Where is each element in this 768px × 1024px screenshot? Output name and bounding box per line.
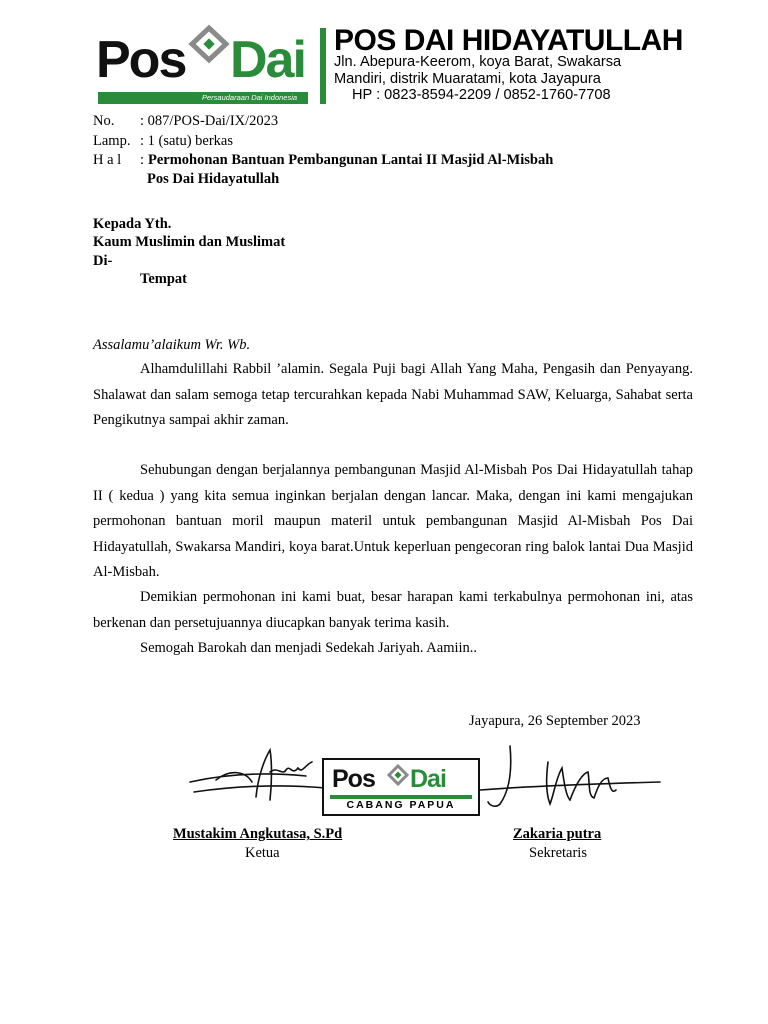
subject-line-2: Pos Dai Hidayatullah <box>147 171 280 187</box>
logo-tagline: Persaudaraan Dai Indonesia <box>202 93 298 102</box>
attachment-value: : 1 (satu) berkas <box>140 133 234 149</box>
letterhead-divider <box>320 28 326 104</box>
recipient-line-3: Di- <box>93 253 113 269</box>
address-line-2: Mandiri, distrik Muaratami, kota Jayapura <box>334 70 601 87</box>
signer-right-role: Sekretaris <box>529 845 587 861</box>
number-value: : 087/POS-Dai/IX/2023 <box>140 113 279 129</box>
stamp-branch: CABANG PAPUA <box>346 799 456 811</box>
logo-dai-text: Dai <box>230 31 305 89</box>
org-name: POS DAI HIDAYATULLAH <box>334 24 683 57</box>
signature-right <box>470 738 670 818</box>
paragraph-3: Demikian permohonan ini kami buat, besar harapan kami terkabulnya permohonan ini, atas berkenan dan persetujuannya diucapkan banyak terima kasih. <box>93 589 693 631</box>
subject-label: H a l <box>93 152 122 168</box>
logo-pos-text: Pos <box>96 31 186 89</box>
address-line-1: Jln. Abepura-Keerom, koya Barat, Swakarsa <box>334 54 622 70</box>
subject-line-1: Permohonan Bantuan Pembangunan Lantai II Masjid Al-Misbah <box>148 152 554 168</box>
paragraph-4: Semogah Barokah dan menjadi Sedekah Jariyah. Aamiin.. <box>140 640 478 656</box>
greeting: Assalamu’alaikum Wr. Wb. <box>93 337 251 353</box>
recipient-line-1: Kepada Yth. <box>93 216 172 232</box>
signer-left-role: Ketua <box>245 845 280 861</box>
letter-number <box>93 112 278 130</box>
number-label: No. <box>93 113 115 129</box>
stamp-pos-text: Pos <box>332 765 375 793</box>
recipient-line-4: Tempat <box>140 271 187 287</box>
stamp-dai-text: Dai <box>410 765 446 793</box>
paragraph-1: Alhamdulillahi Rabbil ’alamin. Segala Puji bagi Allah Yang Maha, Pengasih dan Penyayang. Shalawat dan salam semoga tetap tercurahkan kepada Nabi Muhammad SAW, Keluarga, Sahabat serta Pengikutnya sampai akhir zaman. <box>93 361 693 428</box>
stamp-emblem-icon <box>386 764 410 788</box>
recipient-line-2: Kaum Muslimin dan Muslimat <box>93 234 286 250</box>
letter-subject <box>93 151 553 169</box>
org-logo <box>96 22 310 106</box>
paragraph-2: Sehubungan dengan berjalannya pembangunan Masjid Al-Misbah Pos Dai Hidayatullah tahap II ( kedua ) yang kita semua inginkan berjalan dengan lancar. Maka, dengan ini kami mengajukan permohonan bantuan moril maupun materil untuk pembangunan Masjid Al-Misbah Pos Dai Hidayatullah, Swakarsa Mandiri, koya barat.Untuk keperluan pengecoran ring balok lantai Dua Masjid Al-Misbah. <box>93 462 693 580</box>
signature-left <box>186 742 336 812</box>
branch-stamp <box>322 758 480 816</box>
place-date: Jayapura, 26 September 2023 <box>469 713 641 729</box>
letter-attachment <box>93 132 233 150</box>
attachment-label: Lamp. <box>93 133 131 149</box>
org-address <box>334 54 621 104</box>
signer-left-name: Mustakim Angkutasa, S.Pd <box>173 826 343 842</box>
phone-line: HP : 0823-8594-2209 / 0852-1760-7708 <box>352 87 611 103</box>
signer-right-name: Zakaria putra <box>513 826 602 842</box>
logo-emblem-icon <box>186 22 232 82</box>
subject-colon: : <box>140 152 145 168</box>
